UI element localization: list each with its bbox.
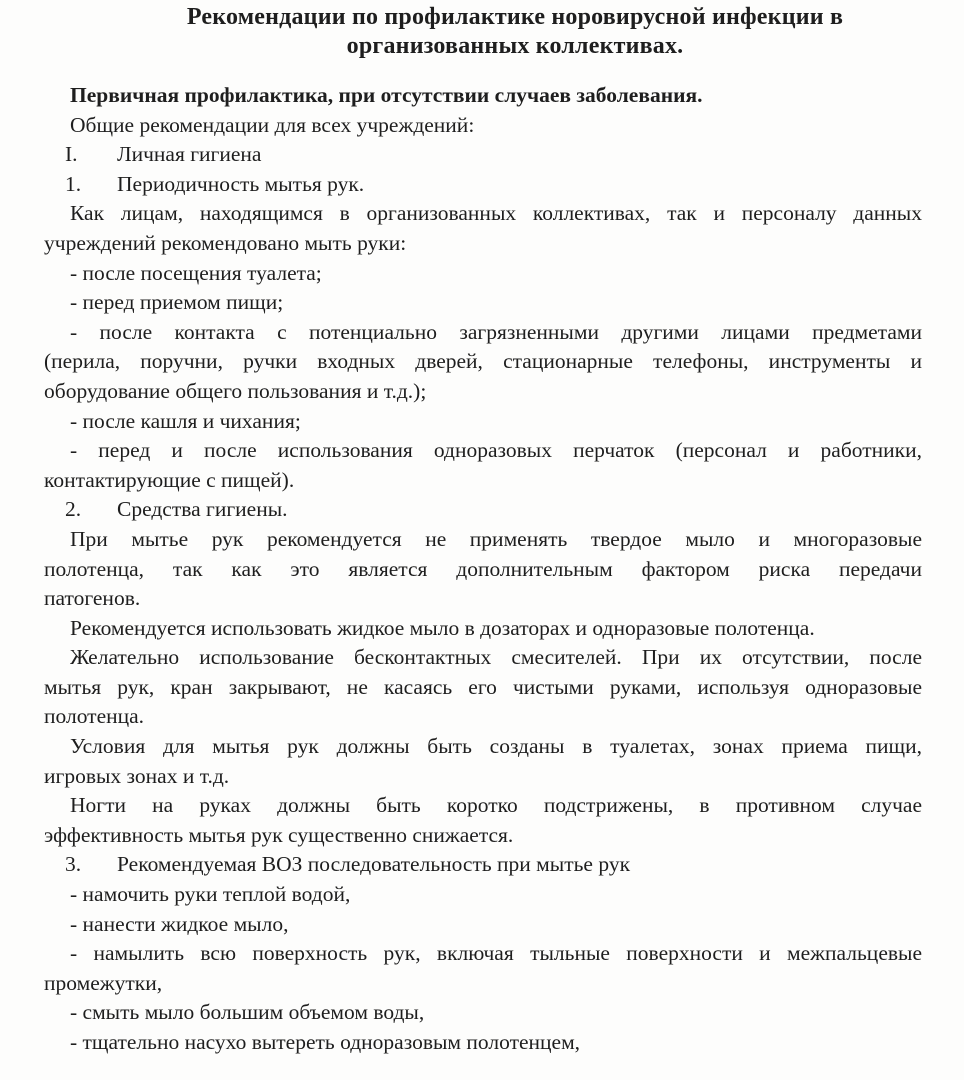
doc-line: патогенов.	[44, 586, 141, 611]
list-number: 2.	[65, 497, 82, 522]
doc-line: промежутки,	[44, 970, 163, 995]
list-number: I.	[65, 142, 78, 167]
list-number: 3.	[65, 852, 82, 877]
doc-line: Общие рекомендации для всех учреждений:	[70, 112, 475, 137]
bullet-line: - намочить руки теплой водой,	[70, 882, 351, 907]
doc-line: оборудование общего пользования и т.д.);	[44, 378, 427, 403]
document-title	[44, 3, 922, 61]
doc-line: мытья рук, кран закрывают, не касаясь его чистыми руками, используя одноразовые	[44, 674, 922, 699]
bullet-line: - перед и после использования одноразовых перчаток (персонал и работники,	[70, 438, 922, 463]
doc-line: Ногти на руках должны быть коротко подстрижены, в противном случае	[70, 793, 922, 818]
list-item-1	[44, 170, 922, 200]
doc-line: Как лицам, находящимся в организованных коллективах, так и персоналу данных	[70, 201, 922, 226]
list-number: 1.	[65, 171, 82, 196]
bullet-line: - смыть мыло большим объемом воды,	[70, 1000, 425, 1025]
doc-line: эффективность мытья рук существенно снижается.	[44, 822, 514, 847]
list-item-roman-1	[44, 140, 922, 170]
doc-line: (перила, поручни, ручки входных дверей, стационарные телефоны, инструменты и	[44, 349, 922, 374]
doc-line: При мытье рук рекомендуется не применять твердое мыло и многоразовые	[70, 526, 922, 551]
bullet-line: - после кашля и чихания;	[70, 408, 301, 433]
list-text: Периодичность мытья рук.	[117, 171, 365, 196]
heading-primary-prevention: Первичная профилактика, при отсутствии случаев заболевания.	[70, 83, 703, 107]
doc-line: Условия для мытья рук должны быть созданы в туалетах, зонах приема пищи,	[70, 734, 922, 759]
list-item-3	[44, 850, 922, 880]
list-item-2	[44, 495, 922, 525]
doc-line: полотенца.	[44, 704, 145, 729]
bullet-line: - тщательно насухо вытереть одноразовым полотенцем,	[70, 1030, 581, 1054]
bullet-line: - после контакта с потенциально загрязненными другими лицами предметами	[70, 319, 922, 344]
bullet-line: - намылить всю поверхность рук, включая тыльные поверхности и межпальцевые	[70, 941, 922, 966]
doc-line: игровых зонах и т.д.	[44, 763, 230, 788]
title-line-2: организованных коллективах.	[346, 33, 684, 59]
list-text: Средства гигиены.	[117, 497, 288, 522]
bullet-line: - перед приемом пищи;	[70, 290, 284, 315]
list-text: Личная гигиена	[117, 142, 262, 167]
bullet-line: - после посещения туалета;	[70, 260, 322, 285]
title-line-1: Рекомендации по профилактике норовирусной инфекции в	[186, 4, 844, 30]
doc-line: Рекомендуется использовать жидкое мыло в дозаторах и одноразовые полотенца.	[70, 615, 815, 640]
doc-line: полотенца, так как это является дополнительным фактором риска передачи	[44, 556, 922, 581]
doc-line: учреждений рекомендовано мыть руки:	[44, 230, 407, 255]
doc-line: Желательно использование бесконтактных смесителей. При их отсутствии, после	[70, 645, 922, 670]
list-text: Рекомендуемая ВОЗ последовательность при мытье рук	[117, 852, 631, 877]
document-body	[44, 81, 922, 1058]
doc-line: контактирующие с пищей).	[44, 467, 295, 492]
bullet-line: - нанести жидкое мыло,	[70, 911, 289, 936]
